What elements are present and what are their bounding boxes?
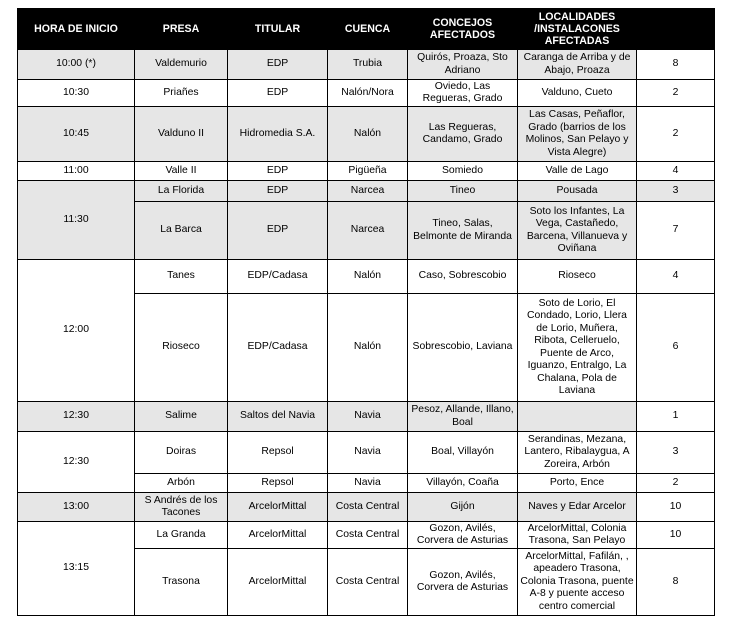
cell-concejos: Las Regueras, Candamo, Grado <box>408 107 518 162</box>
table-row <box>18 50 715 80</box>
cell-titular: EDP <box>228 50 328 80</box>
cell-presa: La Barca <box>135 202 228 260</box>
cell-concejos: Quirós, Proaza, Sto Adriano <box>408 50 518 80</box>
table-row <box>18 432 715 474</box>
cell-localidades: Las Casas, Peñaflor, Grado (barrios de los Molinos, San Pelayo y Vista Alegre) <box>518 107 637 162</box>
cell-presa: Tanes <box>135 260 228 294</box>
header-hora: HORA DE INICIO <box>18 9 135 50</box>
cell-cuenca: Nalón/Nora <box>328 80 408 107</box>
cell-count: 2 <box>637 107 715 162</box>
cell-concejos: Pesoz, Allande, Illano, Boal <box>408 402 518 432</box>
cell-presa: Valle II <box>135 162 228 181</box>
cell-hora: 12:00 <box>18 260 135 402</box>
cell-presa: S Andrés de los Tacones <box>135 493 228 522</box>
cell-localidades: Soto de Lorio, El Condado, Lorio, Llera de Lorio, Muñera, Ribota, Celleruelo, Puente de Arco, Iguanzo, Entralgo, La Chalana, Pola de Laviana <box>518 294 637 402</box>
cell-count: 10 <box>637 493 715 522</box>
cell-concejos: Gozon, Avilés, Corvera de Asturias <box>408 549 518 616</box>
cell-cuenca: Costa Central <box>328 493 408 522</box>
cell-cuenca: Pigüeña <box>328 162 408 181</box>
cell-concejos: Tineo, Salas, Belmonte de Miranda <box>408 202 518 260</box>
cell-count: 3 <box>637 181 715 202</box>
cell-titular: EDP/Cadasa <box>228 260 328 294</box>
table-row <box>18 80 715 107</box>
cell-concejos: Somiedo <box>408 162 518 181</box>
table-row <box>18 107 715 162</box>
cell-localidades: Naves y Edar Arcelor <box>518 493 637 522</box>
cell-cuenca: Narcea <box>328 181 408 202</box>
cell-titular: Hidromedia S.A. <box>228 107 328 162</box>
cell-presa: La Florida <box>135 181 228 202</box>
cell-hora: 11:30 <box>18 181 135 260</box>
cell-presa: Valdemurio <box>135 50 228 80</box>
cell-localidades: Serandinas, Mezana, Lantero, Ribalaygua, A Zoreira, Arbón <box>518 432 637 474</box>
cell-titular: ArcelorMittal <box>228 493 328 522</box>
cell-hora: 13:15 <box>18 522 135 616</box>
cell-hora: 12:30 <box>18 402 135 432</box>
cell-concejos: Sobrescobio, Laviana <box>408 294 518 402</box>
cell-concejos: Villayón, Coaña <box>408 474 518 493</box>
table-row <box>18 522 715 549</box>
header-concejos: CONCEJOS AFECTADOS <box>408 9 518 50</box>
header-cuenca: CUENCA <box>328 9 408 50</box>
table-row <box>18 493 715 522</box>
cell-localidades: Rioseco <box>518 260 637 294</box>
cell-localidades: Valduno, Cueto <box>518 80 637 107</box>
cell-localidades: Pousada <box>518 181 637 202</box>
cell-count: 8 <box>637 50 715 80</box>
cell-titular: Repsol <box>228 432 328 474</box>
table-row <box>18 162 715 181</box>
cell-localidades: Caranga de Arriba y de Abajo, Proaza <box>518 50 637 80</box>
cell-cuenca: Navia <box>328 432 408 474</box>
cell-hora: 12:30 <box>18 432 135 493</box>
cell-titular: ArcelorMittal <box>228 522 328 549</box>
cell-concejos: Boal, Villayón <box>408 432 518 474</box>
table-row <box>18 181 715 202</box>
cell-presa: Trasona <box>135 549 228 616</box>
cell-titular: Saltos del Navia <box>228 402 328 432</box>
cell-count: 4 <box>637 260 715 294</box>
cell-cuenca: Nalón <box>328 260 408 294</box>
cell-count: 7 <box>637 202 715 260</box>
cell-count: 1 <box>637 402 715 432</box>
cell-count: 3 <box>637 432 715 474</box>
cell-localidades: ArcelorMittal, Colonia Trasona, San Pelayo <box>518 522 637 549</box>
cell-concejos: Oviedo, Las Regueras, Grado <box>408 80 518 107</box>
cell-cuenca: Costa Central <box>328 549 408 616</box>
cell-localidades: Valle de Lago <box>518 162 637 181</box>
cell-hora: 10:00 (*) <box>18 50 135 80</box>
cell-hora: 10:45 <box>18 107 135 162</box>
cell-cuenca: Navia <box>328 474 408 493</box>
cell-hora: 10:30 <box>18 80 135 107</box>
cell-count: 6 <box>637 294 715 402</box>
cell-cuenca: Nalón <box>328 294 408 402</box>
cell-cuenca: Trubia <box>328 50 408 80</box>
cell-titular: EDP <box>228 202 328 260</box>
cell-presa: Salime <box>135 402 228 432</box>
cell-concejos: Tineo <box>408 181 518 202</box>
cell-count: 8 <box>637 549 715 616</box>
table-row <box>18 402 715 432</box>
cell-count: 2 <box>637 474 715 493</box>
cell-count: 2 <box>637 80 715 107</box>
cell-presa: La Granda <box>135 522 228 549</box>
cell-hora: 11:00 <box>18 162 135 181</box>
header-presa: PRESA <box>135 9 228 50</box>
table-row <box>18 260 715 294</box>
cell-count: 10 <box>637 522 715 549</box>
cell-localidades: Porto, Ence <box>518 474 637 493</box>
cell-count: 4 <box>637 162 715 181</box>
cell-cuenca: Costa Central <box>328 522 408 549</box>
table-header-row <box>18 9 715 50</box>
cell-titular: EDP <box>228 162 328 181</box>
cell-localidades: Soto los Infantes, La Vega, Castañedo, Barcena, Villanueva y Oviñana <box>518 202 637 260</box>
cell-localidades: ArcelorMittal, Fafilán, , apeadero Trasona, Colonia Trasona, puente A-8 y puente acceso centro comercial <box>518 549 637 616</box>
cell-cuenca: Nalón <box>328 107 408 162</box>
cell-presa: Arbón <box>135 474 228 493</box>
cell-titular: EDP <box>228 181 328 202</box>
header-count <box>637 9 715 50</box>
cell-titular: ArcelorMittal <box>228 549 328 616</box>
cell-titular: EDP/Cadasa <box>228 294 328 402</box>
header-titular: TITULAR <box>228 9 328 50</box>
cell-localidades <box>518 402 637 432</box>
cell-titular: Repsol <box>228 474 328 493</box>
cell-concejos: Caso, Sobrescobio <box>408 260 518 294</box>
cell-presa: Doiras <box>135 432 228 474</box>
cell-presa: Rioseco <box>135 294 228 402</box>
cell-presa: Priañes <box>135 80 228 107</box>
cell-hora: 13:00 <box>18 493 135 522</box>
header-localidades: LOCALIDADES /INSTALACONES AFECTADAS <box>518 9 637 50</box>
cell-titular: EDP <box>228 80 328 107</box>
cell-presa: Valduno II <box>135 107 228 162</box>
cell-cuenca: Navia <box>328 402 408 432</box>
dam-schedule-table <box>17 8 715 616</box>
cell-concejos: Gozon, Avilés, Corvera de Asturias <box>408 522 518 549</box>
cell-cuenca: Narcea <box>328 202 408 260</box>
cell-concejos: Gijón <box>408 493 518 522</box>
